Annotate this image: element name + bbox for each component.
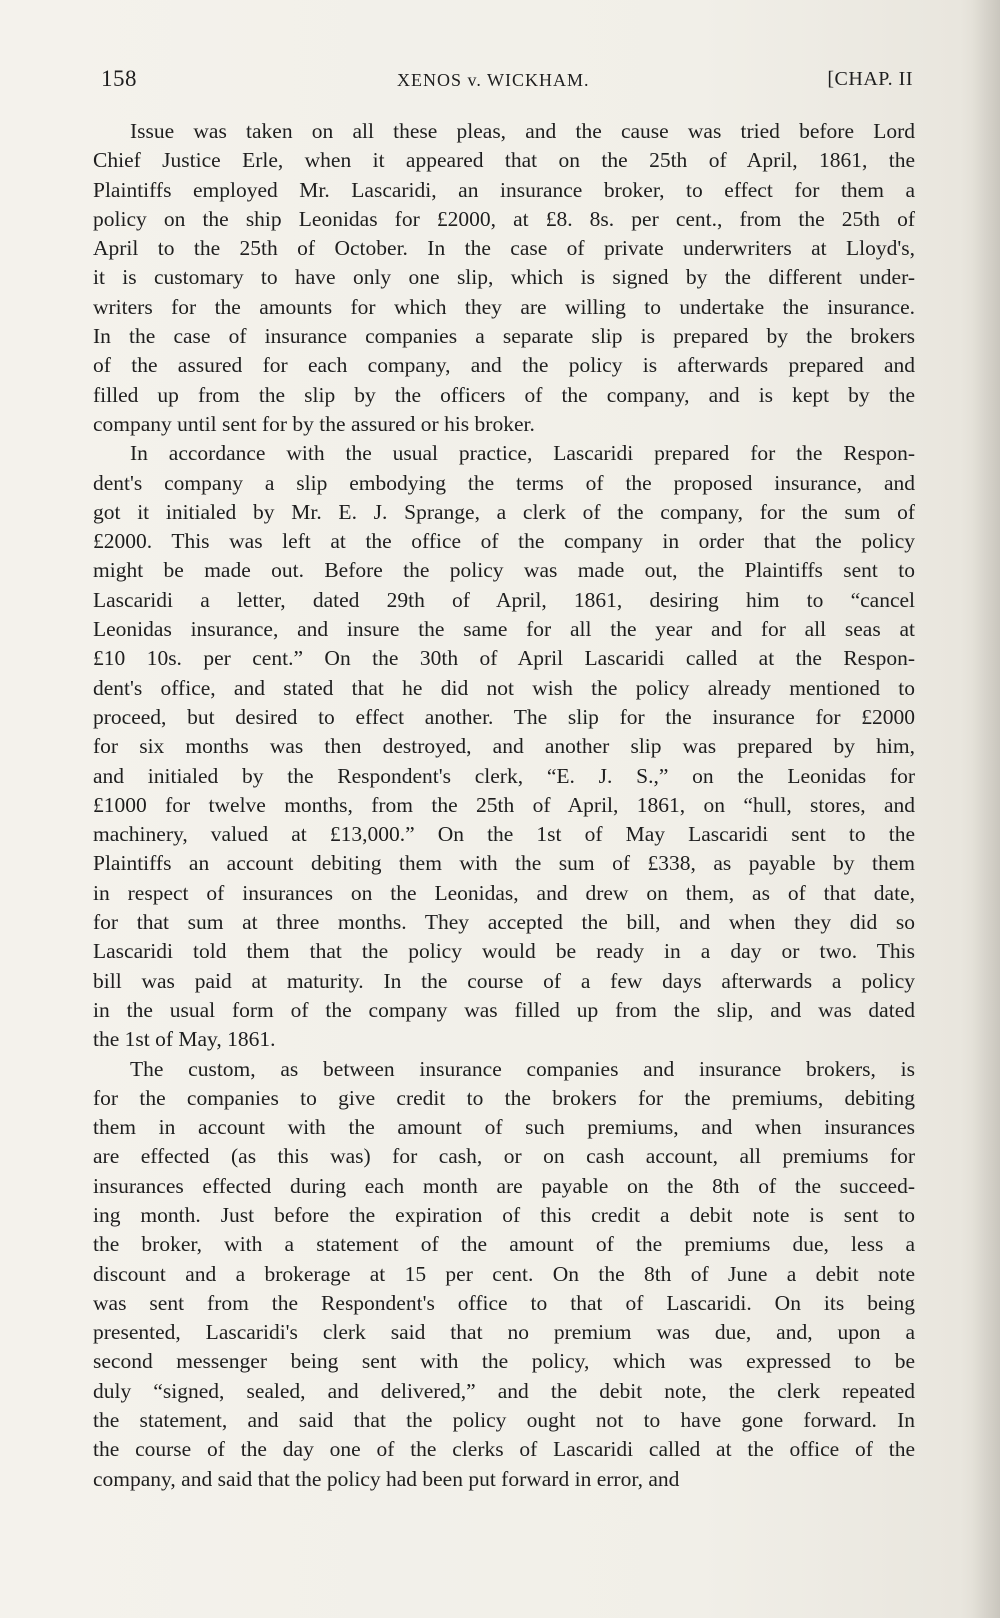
text-line: £2000. This was left at the office of the company in order that the policy bbox=[93, 529, 915, 554]
text-line: and initialed by the Respondent's clerk, “E. J. S.,” on the Leonidas for bbox=[93, 763, 915, 788]
text-line: Chief Justice Erle, when it appeared that on the 25th of April, 1861, the bbox=[93, 148, 915, 173]
text-line: are effected (as this was) for cash, or on cash account, all premiums for bbox=[93, 1144, 915, 1169]
text-line: discount and a brokerage at 15 per cent. On the 8th of June a debit note bbox=[93, 1261, 915, 1286]
text-line: In accordance with the usual practice, Lascaridi prepared for the Respon- bbox=[130, 441, 915, 466]
text-line: April to the 25th of October. In the case of private underwriters at Lloyd's, bbox=[93, 236, 915, 261]
running-title: XENOS v. WICKHAM. bbox=[397, 70, 590, 90]
text-line: writers for the amounts for which they are willing to undertake the insurance. bbox=[93, 294, 915, 319]
text-line: £1000 for twelve months, from the 25th of April, 1861, on “hull, stores, and bbox=[93, 792, 915, 817]
text-line: company, and said that the policy had been put forward in error, and bbox=[93, 1466, 680, 1491]
text-line: the course of the day one of the clerks of Lascaridi called at the office of the bbox=[93, 1437, 915, 1462]
text-line: insurances effected during each month are payable on the 8th of the succeed- bbox=[93, 1173, 915, 1198]
text-line: the broker, with a statement of the amount of the premiums due, less a bbox=[93, 1232, 915, 1257]
text-line: got it initialed by Mr. E. J. Sprange, a clerk of the company, for the sum of bbox=[93, 499, 915, 524]
text-line: Plaintiffs employed Mr. Lascaridi, an insurance broker, to effect for them a bbox=[93, 177, 915, 202]
text-line: Lascaridi a letter, dated 29th of April, 1861, desiring him to “cancel bbox=[93, 587, 915, 612]
text-line: the 1st of May, 1861. bbox=[93, 1027, 276, 1052]
page-edge-shadow bbox=[972, 0, 1000, 1618]
running-header bbox=[101, 62, 913, 102]
text-line: of the assured for each company, and the policy is afterwards prepared and bbox=[93, 353, 915, 378]
text-line: dent's office, and stated that he did not wish the policy already mentioned to bbox=[93, 675, 915, 700]
text-line: proceed, but desired to effect another. The slip for the insurance for £2000 bbox=[93, 704, 915, 729]
text-line: Issue was taken on all these pleas, and the cause was tried before Lord bbox=[130, 119, 915, 143]
text-line: The custom, as between insurance companies and insurance brokers, is bbox=[130, 1056, 915, 1081]
body-text bbox=[93, 117, 915, 1494]
paragraph bbox=[93, 1055, 915, 1494]
text-line: £10 10s. per cent.” On the 30th of April Lascaridi called at the Respon- bbox=[93, 646, 915, 671]
text-line: presented, Lascaridi's clerk said that no premium was due, and, upon a bbox=[93, 1320, 915, 1345]
text-line: might be made out. Before the policy was made out, the Plaintiffs sent to bbox=[93, 558, 915, 583]
text-line: Leonidas insurance, and insure the same for all the year and for all seas at bbox=[93, 617, 915, 642]
text-line: Plaintiffs an account debiting them with the sum of £338, as payable by them bbox=[93, 851, 915, 876]
text-line: for that sum at three months. They accepted the bill, and when they did so bbox=[93, 910, 915, 935]
text-line: ing month. Just before the expiration of this credit a debit note is sent to bbox=[93, 1202, 915, 1227]
text-line: it is customary to have only one slip, which is signed by the different under- bbox=[93, 265, 915, 290]
text-line: in respect of insurances on the Leonidas, and drew on them, as of that date, bbox=[93, 880, 915, 905]
chapter-label: [CHAP. II bbox=[827, 68, 913, 90]
text-line: duly “signed, sealed, and delivered,” and the debit note, the clerk repeated bbox=[93, 1378, 915, 1403]
text-line: for six months was then destroyed, and another slip was prepared by him, bbox=[93, 734, 915, 759]
text-line: was sent from the Respondent's office to that of Lascaridi. On its being bbox=[93, 1290, 915, 1315]
paragraph bbox=[93, 117, 915, 439]
text-line: company until sent for by the assured or his broker. bbox=[93, 411, 535, 436]
text-line: for the companies to give credit to the brokers for the premiums, debiting bbox=[93, 1085, 915, 1110]
text-line: policy on the ship Leonidas for £2000, at £8. 8s. per cent., from the 25th of bbox=[93, 206, 915, 231]
text-line: second messenger being sent with the policy, which was expressed to be bbox=[93, 1349, 915, 1374]
text-line: In the case of insurance companies a separate slip is prepared by the brokers bbox=[93, 324, 915, 349]
paragraph bbox=[93, 439, 915, 1054]
page-number: 158 bbox=[101, 66, 137, 91]
text-line: machinery, valued at £13,000.” On the 1st of May Lascaridi sent to the bbox=[93, 822, 915, 847]
text-line: filled up from the slip by the officers of the company, and is kept by the bbox=[93, 382, 915, 407]
text-line: Lascaridi told them that the policy would be ready in a day or two. This bbox=[93, 939, 915, 964]
text-line: the statement, and said that the policy ought not to have gone forward. In bbox=[93, 1408, 915, 1433]
text-line: them in account with the amount of such premiums, and when insurances bbox=[93, 1115, 915, 1140]
text-line: dent's company a slip embodying the terms of the proposed insurance, and bbox=[93, 470, 915, 495]
text-line: in the usual form of the company was filled up from the slip, and was dated bbox=[93, 997, 915, 1022]
text-line: bill was paid at maturity. In the course of a few days afterwards a policy bbox=[93, 968, 915, 993]
